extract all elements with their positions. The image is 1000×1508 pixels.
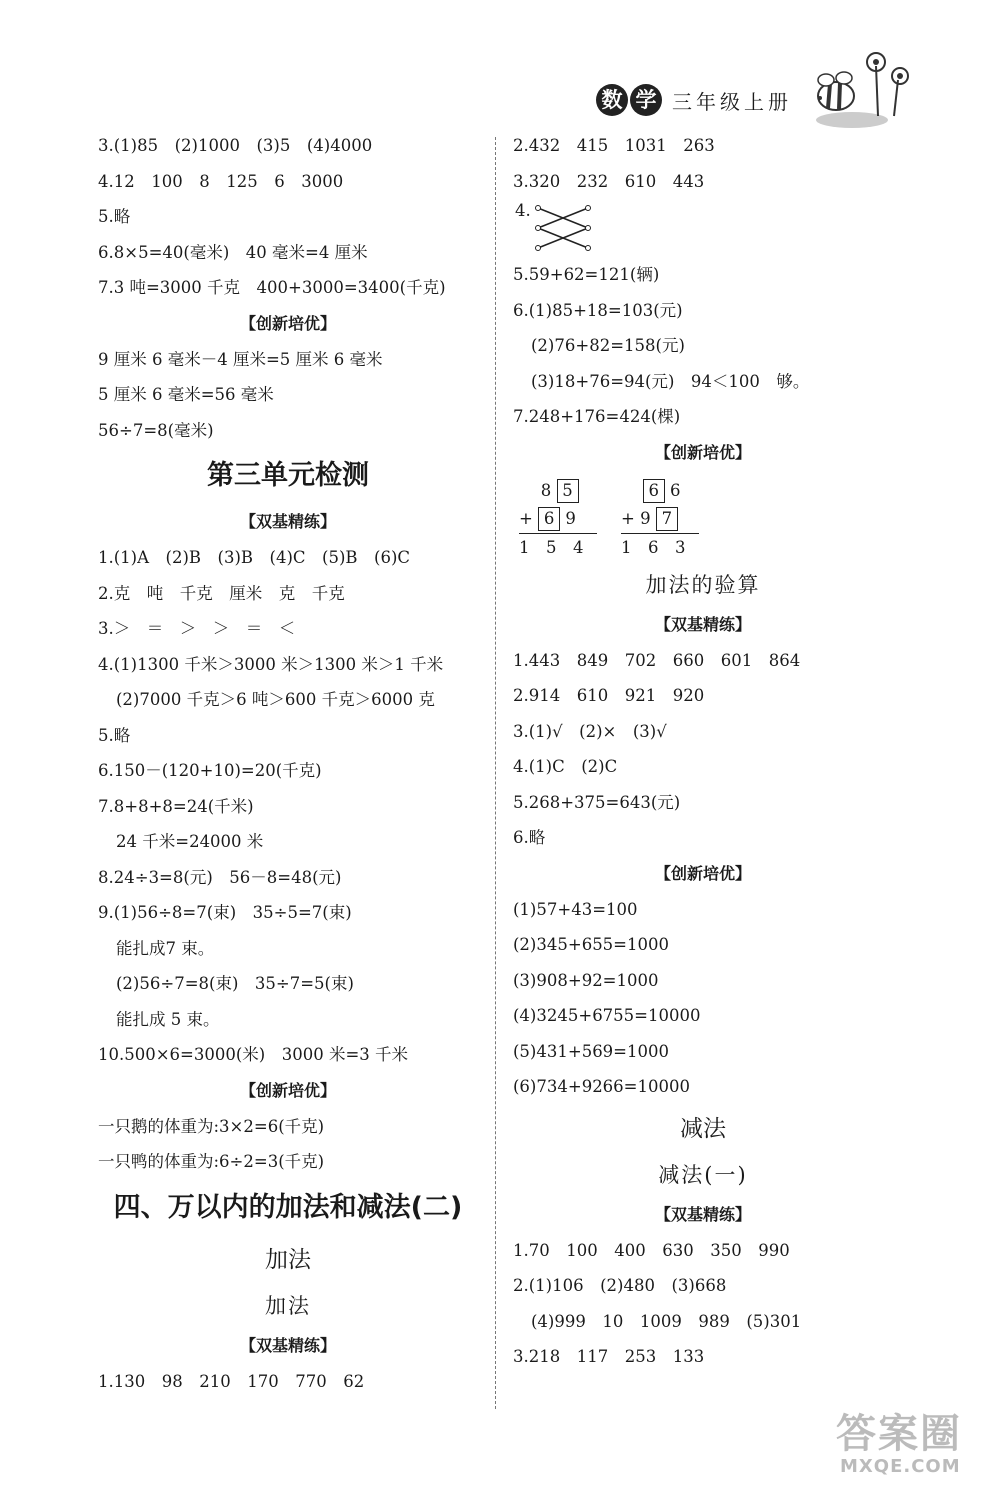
answer-line: 3.218 117 253 133 <box>513 1347 705 1366</box>
subsection-title-check: 加法的验算 <box>645 572 761 597</box>
answer-line: (2)56÷7=8(束) 35÷7=5(束) <box>116 974 354 993</box>
answer-line: 3.＞ ＝ ＞ ＞ ＝ ＜ <box>98 619 296 638</box>
answer-line: 6.8×5=40(毫米) 40 毫米=4 厘米 <box>98 242 368 262</box>
answer-line: (3)908+92=1000 <box>513 970 659 990</box>
answer-line: (3)18+76=94(元) 94＜100 够。 <box>531 371 810 391</box>
answer-line: 6.150－(120+10)=20(千克) <box>98 761 322 780</box>
answer-line: (2)7000 千克＞6 吨＞600 千克＞6000 克 <box>116 690 435 709</box>
sum-result: 1 6 3 <box>621 537 686 557</box>
answer-line: 能扎成 5 束。 <box>116 1009 220 1029</box>
answer-line: 10.500×6=3000(米) 3000 米=3 千米 <box>98 1045 409 1064</box>
section-label-innovation: 【创新培优】 <box>654 863 751 883</box>
chapter4-title: 四、万以内的加法和减法(二) <box>113 1191 463 1223</box>
filled-box: 6 <box>538 507 560 531</box>
answer-line: (2)345+655=1000 <box>513 935 670 954</box>
answer-line: 一只鸭的体重为:6÷2=3(千克) <box>98 1152 325 1171</box>
vertical-calc-2 <box>621 477 699 562</box>
answer-line: 2.(1)106 (2)480 (3)668 <box>513 1276 727 1295</box>
digit: 9 <box>640 508 651 528</box>
answer-line: (1)57+43=100 <box>513 899 638 919</box>
grade-label: 三年级上册 <box>672 89 792 114</box>
answer-line: 4.(1)1300 千米＞3000 米＞1300 米＞1 千米 <box>98 654 444 674</box>
vertical-calc-1 <box>519 477 597 562</box>
answer-line: 5.略 <box>98 725 131 745</box>
section-label-basic: 【双基精练】 <box>239 1335 336 1355</box>
answer-line: 7.3 吨=3000 千克 400+3000=3400(千克) <box>98 278 446 297</box>
watermark-logo-text: 答案圈 <box>836 1411 962 1457</box>
answer-line: 56÷7=8(毫米) <box>98 420 214 440</box>
vertical-calculations <box>513 471 893 563</box>
bee-flower-icon <box>806 44 918 130</box>
right-column <box>513 128 893 1375</box>
answer-line: 一只鹅的体重为:3×2=6(千克) <box>98 1116 325 1136</box>
answer-line: 1.70 100 400 630 350 990 <box>513 1240 790 1260</box>
answer-line: 5.59+62=121(辆) <box>513 265 660 284</box>
matching-diagram <box>513 199 893 257</box>
answer-line: 2.914 610 921 920 <box>513 686 705 705</box>
answer-line: 3.(1)85 (2)1000 (3)5 (4)4000 <box>98 136 373 155</box>
answer-line: 24 千米=24000 米 <box>116 832 264 851</box>
section-label-innovation: 【创新培优】 <box>239 1080 336 1100</box>
left-column <box>98 128 478 1399</box>
answer-line: 3.(1)√ (2)× (3)√ <box>513 721 667 741</box>
subsection-title-addition: 加法 <box>265 1293 311 1318</box>
digit: 6 <box>670 480 681 500</box>
plus-sign: + <box>519 508 533 528</box>
answer-line: 5 厘米 6 毫米=56 毫米 <box>98 385 274 404</box>
subject-badge-2: 学 <box>630 84 662 116</box>
answer-line: 1.(1)A (2)B (3)B (4)C (5)B (6)C <box>98 548 411 567</box>
filled-box: 7 <box>656 507 678 531</box>
section-label-basic: 【双基精练】 <box>654 1204 751 1224</box>
answer-line: 7.248+176=424(棵) <box>513 407 681 426</box>
item-number: 4. <box>515 201 531 220</box>
filled-box: 5 <box>557 479 579 503</box>
answer-line: 1.130 98 210 170 770 62 <box>98 1371 365 1391</box>
answer-line: 7.8+8+8=24(千米) <box>98 796 254 816</box>
answer-line: (4)3245+6755=10000 <box>513 1006 701 1025</box>
plus-sign: + <box>621 508 635 528</box>
answer-line: 3.320 232 610 443 <box>513 171 705 191</box>
column-divider <box>495 137 496 1409</box>
answer-line: (5)431+569=1000 <box>513 1041 670 1061</box>
filled-box: 6 <box>643 479 665 503</box>
answer-line: 4.(1)C (2)C <box>513 757 618 776</box>
answer-line: 5.略 <box>98 207 131 226</box>
watermark <box>836 1412 996 1478</box>
section-label-innovation: 【创新培优】 <box>654 442 751 462</box>
answer-line: 5.268+375=643(元) <box>513 792 681 812</box>
answer-line: 6.略 <box>513 828 546 847</box>
answer-line: 1.443 849 702 660 601 864 <box>513 650 801 670</box>
answer-line: 9.(1)56÷8=7(束) 35÷5=7(束) <box>98 903 352 922</box>
watermark-url: MXQE.COM <box>840 1456 961 1477</box>
answer-line: 6.(1)85+18=103(元) <box>513 300 683 320</box>
page-header <box>596 80 792 120</box>
answer-line: 8.24÷3=8(元) 56－8=48(元) <box>98 867 342 887</box>
section-title-subtraction: 减法 <box>680 1115 726 1142</box>
unit3-title: 第三单元检测 <box>207 460 369 491</box>
answer-line: 9 厘米 6 毫米－4 厘米=5 厘米 6 毫米 <box>98 349 383 369</box>
answer-line: 2.克 吨 千克 厘米 克 千克 <box>98 583 345 603</box>
subject-badge-1: 数 <box>596 84 628 116</box>
answer-line: (6)734+9266=10000 <box>513 1077 690 1096</box>
answer-line: (4)999 10 1009 989 (5)301 <box>531 1311 802 1331</box>
section-label-innovation: 【创新培优】 <box>239 313 336 333</box>
answer-line: (2)76+82=158(元) <box>531 336 685 355</box>
section-label-basic: 【双基精练】 <box>239 512 336 531</box>
sum-result: 1 5 4 <box>519 537 584 557</box>
section-label-basic: 【双基精练】 <box>654 614 751 634</box>
answer-line: 能扎成7 束。 <box>116 938 215 958</box>
subsection-title-subtraction: 减法(一) <box>658 1162 748 1187</box>
answer-line: 2.432 415 1031 263 <box>513 136 715 155</box>
crossing-lines-icon <box>533 203 593 253</box>
digit: 9 <box>565 508 576 528</box>
section-title-addition: 加法 <box>265 1246 311 1273</box>
answer-line: 4.12 100 8 125 6 3000 <box>98 171 344 191</box>
digit: 8 <box>540 480 552 500</box>
